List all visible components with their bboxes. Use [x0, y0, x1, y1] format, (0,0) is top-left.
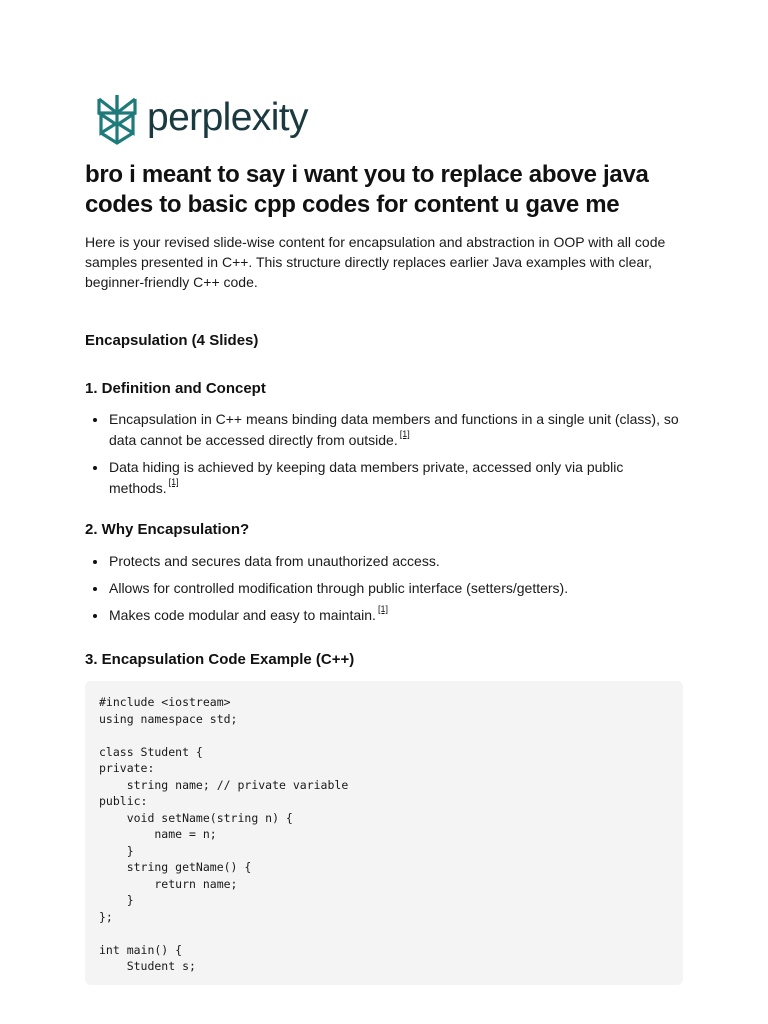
brand-wordmark: perplexity	[147, 95, 308, 139]
code-block	[85, 681, 683, 985]
citation-link[interactable]: [1]	[168, 477, 179, 488]
subheading-example: 3. Encapsulation Code Example (C++)	[85, 651, 355, 668]
subheading-definition: 1. Definition and Concept	[85, 380, 266, 397]
list-item-text: Protects and secures data from unauthorized access.	[109, 553, 440, 569]
definition-list	[85, 409, 683, 505]
list-item	[85, 409, 683, 451]
intro-paragraph: Here is your revised slide-wise content for encapsulation and abstraction in OOP with all code samples presented in C++. This structure directly replaces earlier Java examples with clear, beginner-friendly C++ code.	[85, 234, 666, 290]
list-item-text: Allows for controlled modification through public interface (setters/getters).	[109, 580, 569, 596]
citation-link[interactable]: [1]	[377, 604, 388, 615]
list-item	[85, 605, 683, 626]
perplexity-logo	[95, 93, 308, 145]
perplexity-logo-icon	[95, 93, 139, 145]
list-item-text: Makes code modular and easy to maintain.	[109, 607, 376, 623]
why-list	[85, 551, 683, 632]
page-title: bro i meant to say i want you to replace above java codes to basic cpp codes for content u gave me	[85, 161, 649, 218]
citation-link[interactable]: [1]	[399, 429, 410, 440]
list-item	[85, 551, 683, 572]
subheading-why: 2. Why Encapsulation?	[85, 521, 250, 538]
list-item	[85, 457, 683, 499]
list-item-text: Encapsulation in C++ means binding data members and functions in a single unit (class), so data cannot be accessed directly from outside.	[109, 411, 679, 448]
list-item-text: Data hiding is achieved by keeping data members private, accessed only via public methods.	[109, 459, 624, 496]
code-content: #include <iostream> using namespace std; class Student { private: string name; // private variable public: void setName(string n) { name = n; } string getName() { return name; } }; int main() { Student s;	[99, 695, 349, 973]
list-item	[85, 578, 683, 599]
section-heading-encapsulation: Encapsulation (4 Slides)	[85, 332, 259, 349]
